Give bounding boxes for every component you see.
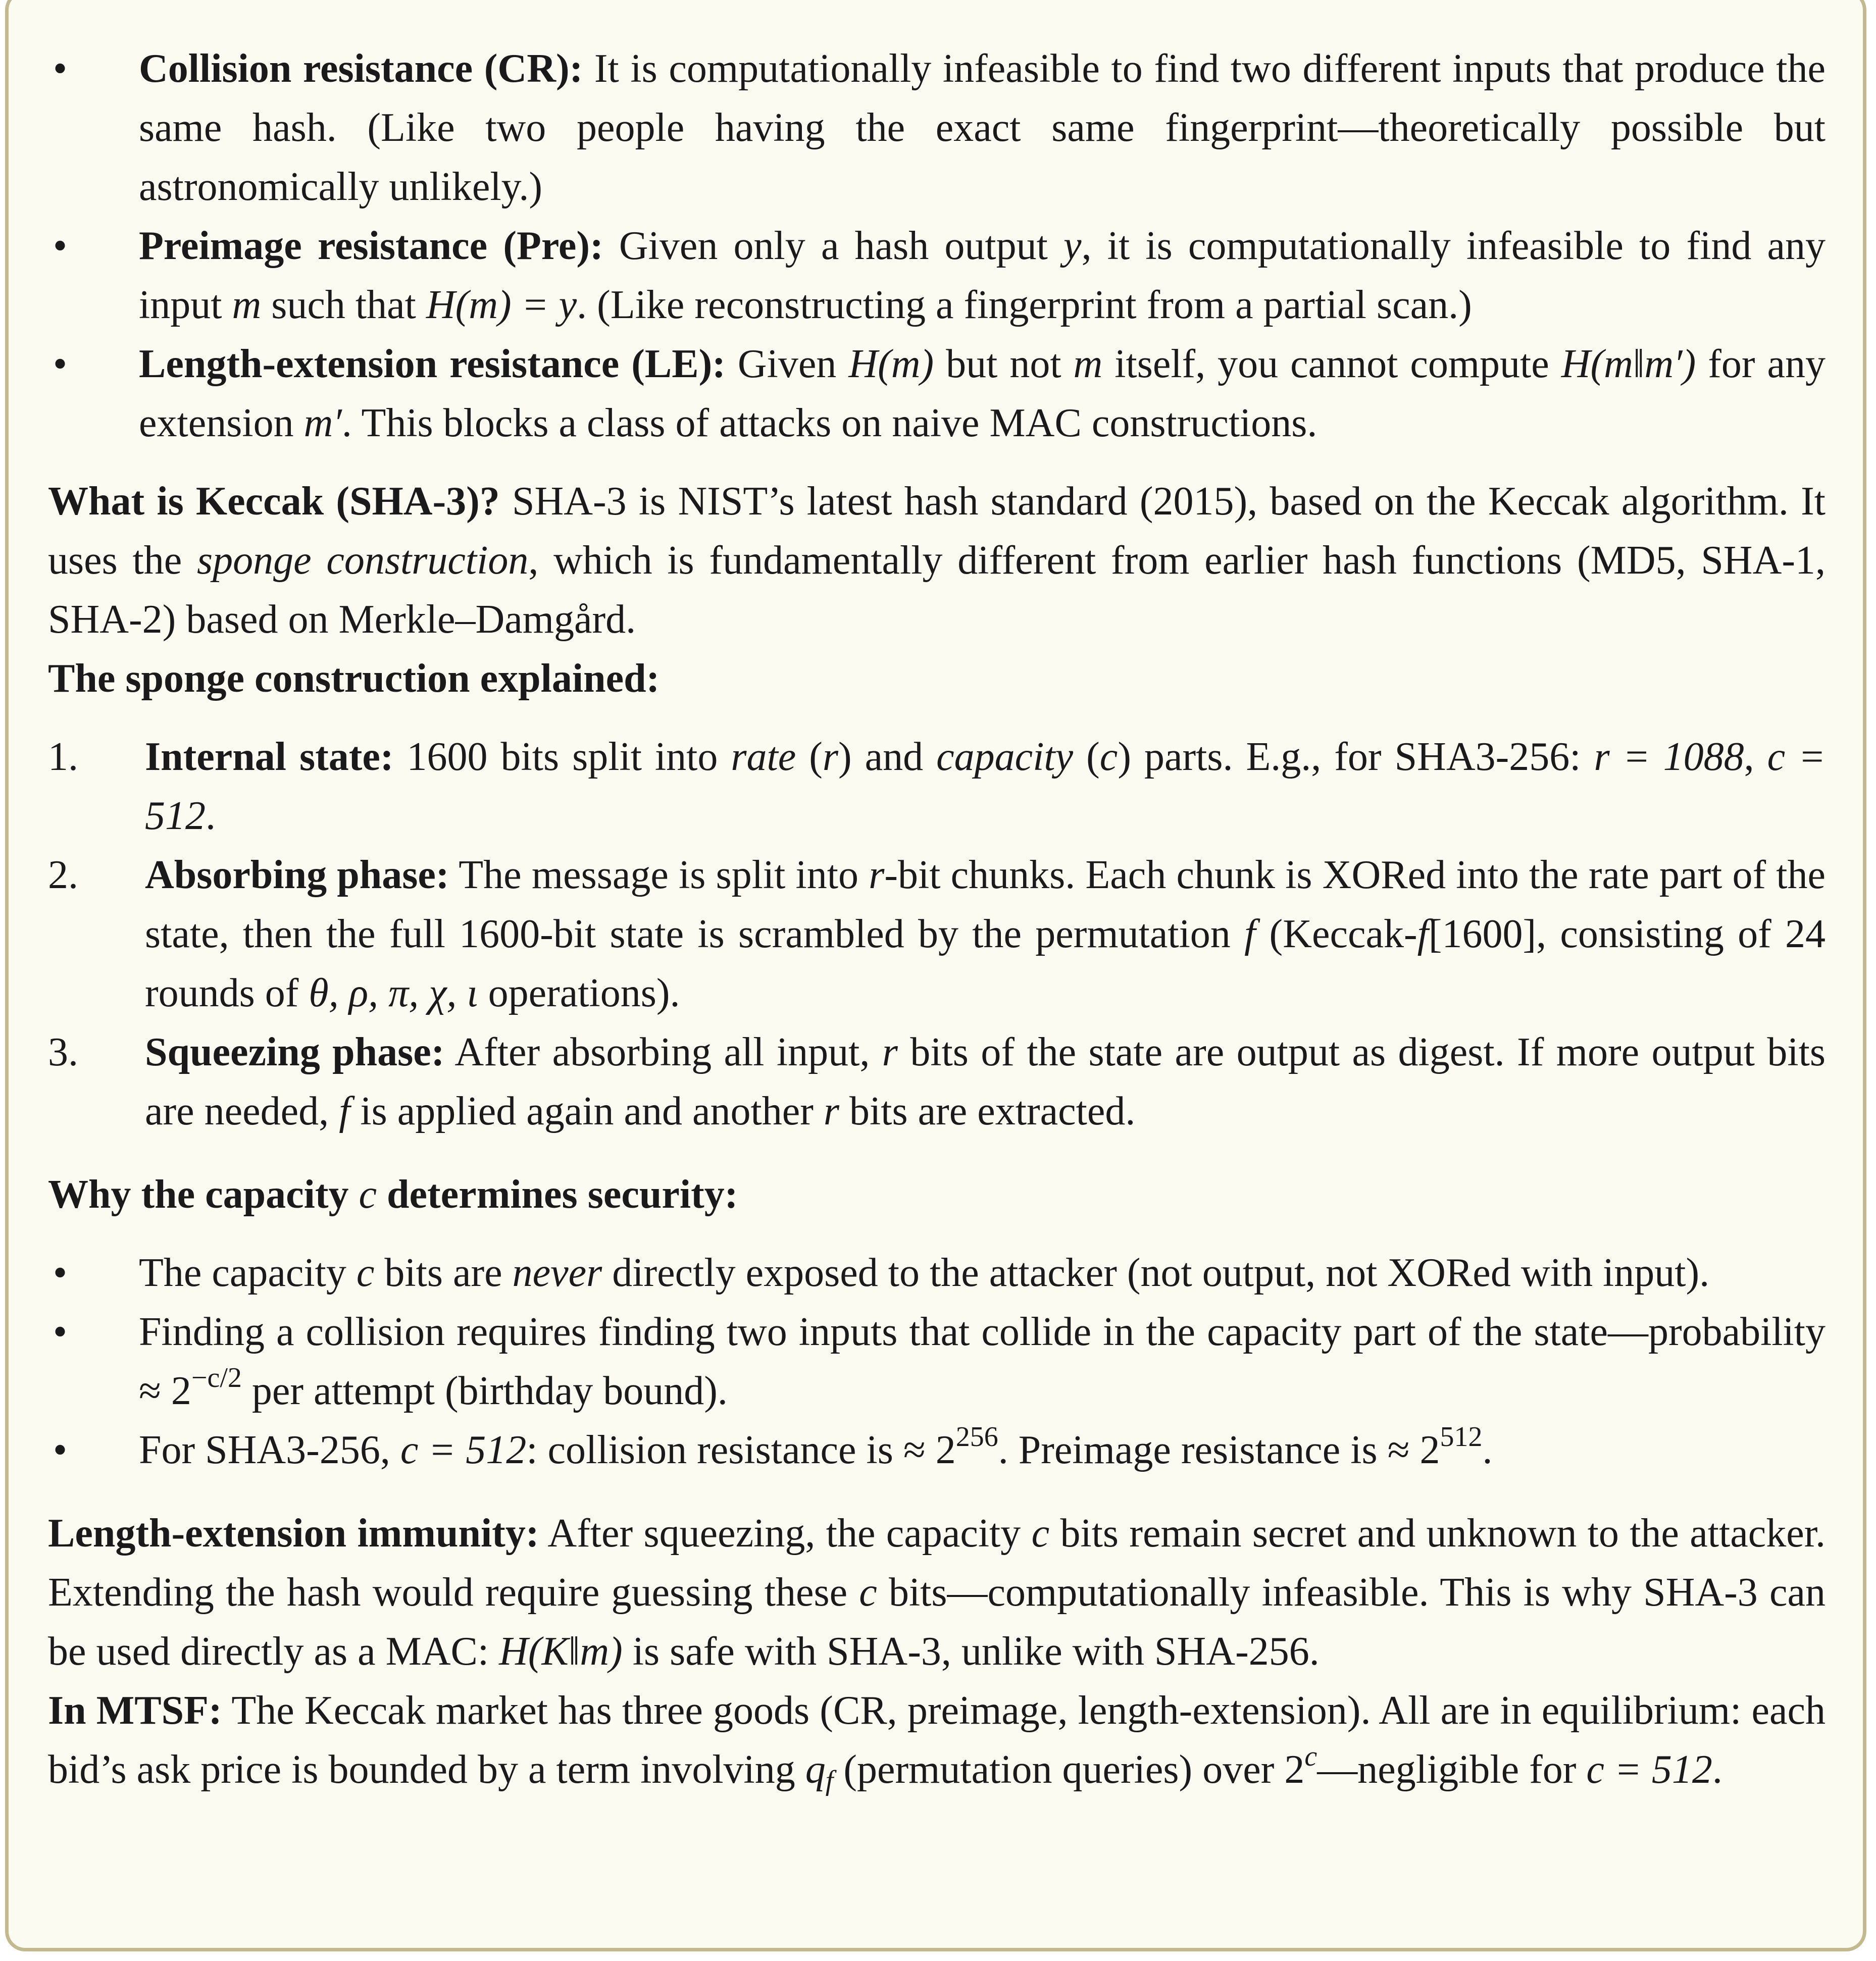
item-text: The message is split into <box>449 853 869 897</box>
hash-properties-list <box>48 39 1826 453</box>
mtsf-paragraph <box>48 1681 1826 1799</box>
bullet-icon: • <box>53 224 68 268</box>
item-text: for any extension <box>139 342 1826 445</box>
math-exponent: c <box>1304 1741 1317 1772</box>
math-expression: H(m) = y <box>426 283 577 327</box>
bullet-icon: • <box>53 1428 68 1472</box>
math-variable: r <box>822 735 839 779</box>
list-item-internal-state <box>48 728 1826 846</box>
item-text: . Preimage resistance is ≈ 2 <box>998 1428 1440 1472</box>
math-variable: r <box>882 1030 898 1074</box>
term-label: Collision resistance (CR): <box>139 46 583 91</box>
list-item-preimage-resistance <box>48 217 1826 335</box>
math-expression: c = 512 <box>1586 1747 1712 1792</box>
item-text: operations). <box>478 971 680 1015</box>
math-variable: r <box>823 1089 840 1133</box>
sponge-steps-list <box>48 728 1826 1141</box>
math-expression: H(m‖m′) <box>1561 342 1696 386</box>
math-expression: c = 512 <box>145 735 1826 838</box>
paragraph-text: bits remain secret and unknown to the attacker. Extending the hash would require guessing these <box>48 1511 1826 1615</box>
section-heading: determines security: <box>377 1172 738 1217</box>
item-text: directly exposed to the attacker (not output, not XORed with input). <box>602 1251 1710 1295</box>
item-text: ( <box>796 735 823 779</box>
paragraph-text: is safe with SHA-3, unlike with SHA-256. <box>622 1629 1320 1674</box>
math-expression: θ, ρ, π, χ, ι <box>309 971 478 1015</box>
math-variable: c <box>1031 1511 1050 1556</box>
bullet-icon: • <box>53 1251 68 1295</box>
section-heading: The sponge construction explained: <box>48 656 660 701</box>
list-item-absorbing-phase <box>48 846 1826 1023</box>
math-exponent: 512 <box>1440 1421 1483 1453</box>
item-text: . <box>1482 1428 1493 1472</box>
math-variable: f <box>1244 912 1256 956</box>
item-text: . This blocks a class of attacks on naive MAC constructions. <box>341 401 1317 445</box>
item-text: It is computationally infeasible to find two different inputs that produce the same hash. (Like two people having the exact same fingerprint—theoretically possible but astronomically unlikely.) <box>139 46 1826 209</box>
emphasis-text: capacity <box>936 735 1074 779</box>
item-text: Given only a hash output <box>603 224 1064 268</box>
item-text: . (Like reconstructing a fingerprint from a partial scan.) <box>577 283 1472 327</box>
math-variable: y <box>1063 224 1082 268</box>
item-text: For SHA3-256, <box>139 1428 400 1472</box>
item-text: : collision resistance is ≈ 2 <box>526 1428 956 1472</box>
math-expression: H(K‖m) <box>499 1629 623 1674</box>
paragraph-text: (permutation queries) over 2 <box>833 1747 1305 1792</box>
math-variable: f <box>1417 912 1429 956</box>
length-extension-immunity-paragraph <box>48 1504 1826 1681</box>
list-item-sha3-256-bounds <box>48 1421 1826 1480</box>
term-label: Internal state: <box>145 735 394 779</box>
math-variable: f <box>339 1089 350 1133</box>
math-expression: c = 512 <box>400 1428 527 1472</box>
item-text: bits of the state are output as digest. If more output bits are needed, <box>145 1030 1826 1133</box>
bullet-icon: • <box>53 342 68 386</box>
math-variable: q <box>805 1747 826 1792</box>
item-text: Finding a collision requires finding two inputs that collide in the capacity part of the state—probability ≈ 2 <box>139 1310 1826 1413</box>
item-text: Given <box>725 342 849 386</box>
math-variable: c <box>359 1172 377 1217</box>
term-label: Absorbing phase: <box>145 853 449 897</box>
item-text: The capacity <box>139 1251 357 1295</box>
item-text: but not <box>934 342 1074 386</box>
paragraph-text: The Keccak market has three goods (CR, preimage, length-extension). All are in equilibrium: each bid’s ask price is bounded by a term involving <box>48 1688 1826 1792</box>
paragraph-text: SHA-3 is NIST’s latest hash standard (2015), based on the Keccak algorithm. It uses the <box>48 479 1826 583</box>
item-text: itself, you cannot compute <box>1102 342 1561 386</box>
emphasis-text: never <box>512 1251 602 1295</box>
step-number: 2. <box>48 853 78 897</box>
math-variable: m <box>232 283 262 327</box>
section-heading: Why the capacity <box>48 1172 359 1217</box>
math-exponent: 256 <box>955 1421 998 1453</box>
math-variable: r <box>869 853 885 897</box>
math-variable: c <box>1099 735 1118 779</box>
capacity-list <box>48 1244 1826 1480</box>
item-text: is applied again and another <box>350 1089 824 1133</box>
math-exponent: −c/2 <box>191 1362 242 1394</box>
item-text: (Keccak- <box>1255 912 1417 956</box>
step-number: 3. <box>48 1030 78 1074</box>
math-expression: H(m) <box>848 342 934 386</box>
item-text: , <box>1744 735 1767 779</box>
list-item-squeezing-phase <box>48 1023 1826 1141</box>
capacity-heading <box>48 1165 1826 1224</box>
item-text: such that <box>261 283 426 327</box>
term-label: Squeezing phase: <box>145 1030 445 1074</box>
emphasis-text: rate <box>731 735 796 779</box>
math-variable: c <box>859 1570 877 1615</box>
item-text: After absorbing all input, <box>444 1030 882 1074</box>
paragraph-text: bits—computationally infeasible. This is why SHA-3 can be used directly as a MAC: <box>48 1570 1826 1674</box>
emphasis-text: sponge construction <box>197 538 529 583</box>
item-text: ) parts. E.g., for SHA3-256: <box>1118 735 1594 779</box>
list-item-length-extension-resistance <box>48 335 1826 453</box>
item-text: 1600 bits split into <box>393 735 731 779</box>
math-variable: m <box>1073 342 1103 386</box>
paragraph-heading: Length-extension immunity: <box>48 1511 539 1556</box>
math-variable: m′ <box>303 401 342 445</box>
item-text: per attempt (birthday bound). <box>241 1369 728 1413</box>
math-subscript: f <box>825 1765 834 1796</box>
term-label: Preimage resistance (Pre): <box>139 224 603 268</box>
math-expression: r = 1088 <box>1594 735 1744 779</box>
paragraph-heading: What is Keccak (SHA-3)? <box>48 479 500 524</box>
item-text: bits are extracted. <box>839 1089 1136 1133</box>
bullet-icon: • <box>53 46 68 91</box>
keccak-intro-paragraph <box>48 472 1826 649</box>
item-text: , it is computationally infeasible to find any input <box>139 224 1826 327</box>
item-text: [1600], consisting of 24 rounds of <box>145 912 1826 1015</box>
paragraph-text: , which is fundamentally different from earlier hash functions (MD5, SHA-1, SHA-2) based on Merkle–Damgård. <box>48 538 1826 642</box>
step-number: 1. <box>48 735 78 779</box>
list-item-capacity-never-exposed <box>48 1244 1826 1303</box>
paragraph-heading: In MTSF: <box>48 1688 222 1733</box>
bullet-icon: • <box>53 1310 68 1354</box>
item-text: ) and <box>838 735 937 779</box>
paragraph-text: After squeezing, the capacity <box>539 1511 1032 1556</box>
item-text: . <box>206 794 216 838</box>
item-text: ( <box>1073 735 1100 779</box>
term-label: Length-extension resistance (LE): <box>139 342 726 386</box>
math-variable: c <box>356 1251 375 1295</box>
item-text: -bit chunks. Each chunk is XORed into the rate part of the state, then the full 1600-bit state is scrambled by the permutation <box>145 853 1826 956</box>
item-text: bits are <box>374 1251 513 1295</box>
list-item-collision-probability <box>48 1303 1826 1421</box>
list-item-collision-resistance <box>48 39 1826 217</box>
paragraph-text: . <box>1712 1747 1722 1792</box>
document-body <box>48 39 1826 1799</box>
sponge-heading <box>48 649 1826 708</box>
paragraph-text: —negligible for <box>1317 1747 1587 1792</box>
